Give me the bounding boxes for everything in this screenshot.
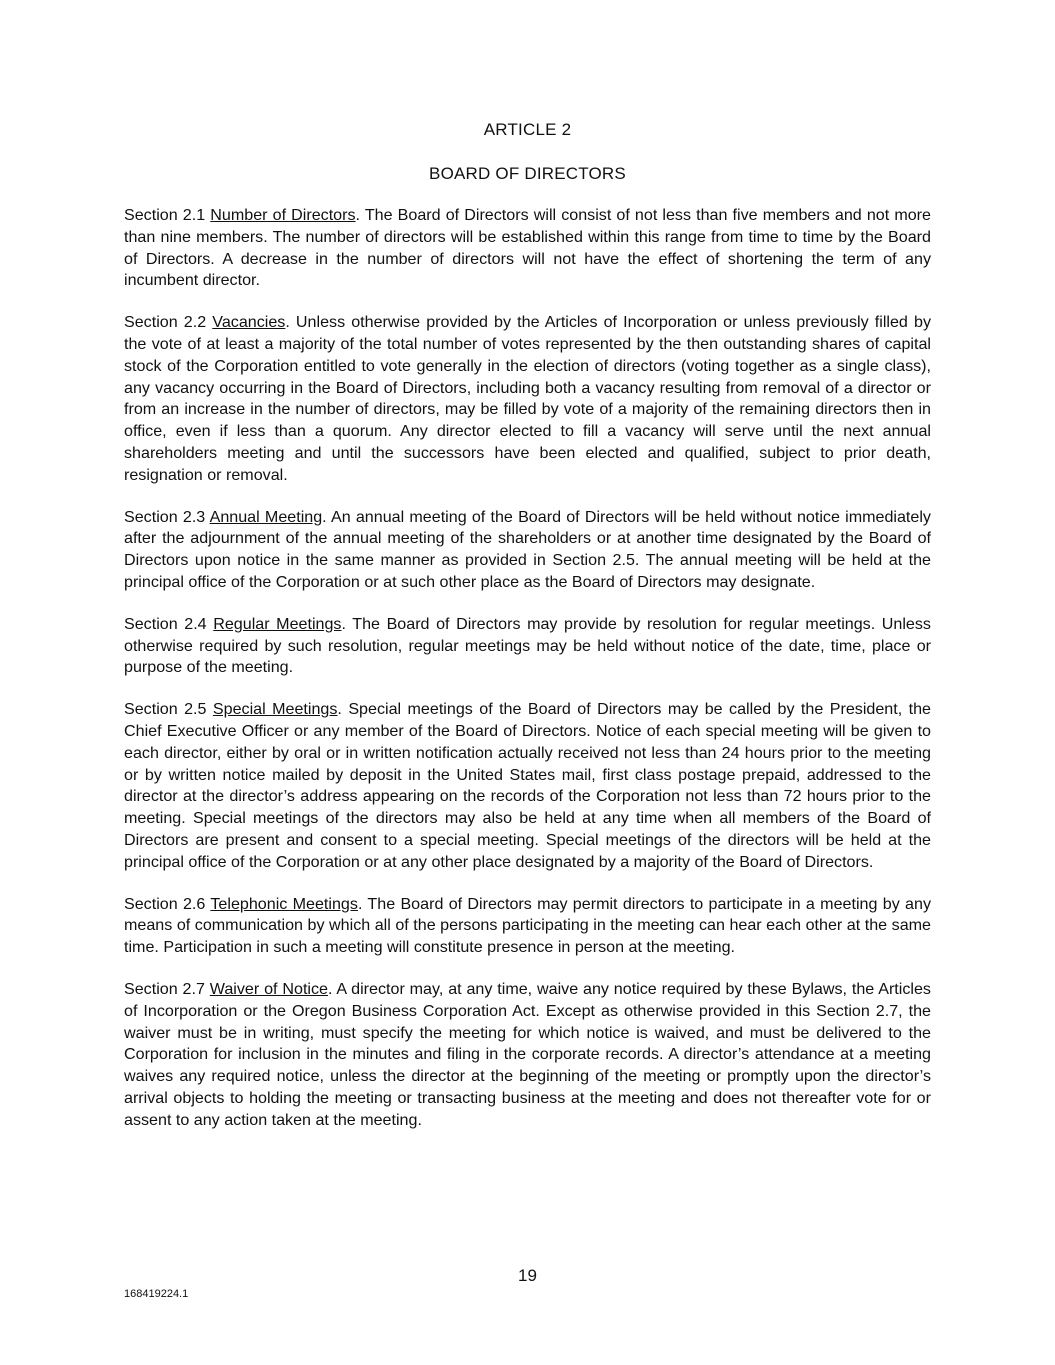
section-body: . The Board of Directors may permit directors to participate in a meeting by any means of communication by which all of the persons participating in the meeting can hear each other at the same time. Participation in such a meeting will constitute presence in person at the meeting. [124,894,931,957]
section-title: Annual Meeting [209,507,323,526]
section-title: Waiver of Notice [209,979,328,998]
section-title: Telephonic Meetings [210,894,358,913]
section-number: Section 2.6 [124,894,206,913]
section-number: Section 2.5 [124,700,207,719]
section-number: Section 2.4 [124,614,207,633]
section-title: Special Meetings [212,700,338,719]
section-2-1 [124,205,931,292]
section-number: Section 2.1 [124,206,206,224]
section-title: Vacancies [212,313,286,332]
section-body: . Unless otherwise provided by the Articles of Incorporation or unless previously filled by the vote of at least a majority of the total number of votes represented by the then outstanding shares of capital stock of the Corporation entitled to vote generally in the election of directors (voting together as a single class), any vacancy occurring in the Board of Directors, including both a vacancy resulting from removal of a director or from an increase in the number of directors, may be filled by vote of a majority of the remaining directors then in office, even if less than a quorum. Any director elected to fill a vacancy will serve until the next annual shareholders meeting and until the successors have been elected and qualified, subject to prior death, resignation or removal. [124,313,931,484]
section-body: . Special meetings of the Board of Directors may be called by the President, the Chief Executive Officer or any member of the Board of Directors. Notice of each special meeting will be given to each director, either by oral or in written notification actually received not less than 24 hours prior to the meeting or by written notice mailed by deposit in the United States mail, first class postage prepaid, addressed to the director at the director’s address appearing on the records of the Corporation not less than 72 hours prior to the meeting. Special meetings of the directors may also be held at any time when all members of the Board of Directors are present and consent to a special meeting. Special meetings of the directors will be held at the principal office of the Corporation or at any other place designated by a majority of the Board of Directors. [124,700,931,871]
section-title: Regular Meetings [213,614,342,633]
section-2-4 [124,614,931,679]
document-page [124,118,931,1151]
section-body: . The Board of Directors may provide by resolution for regular meetings. Unless otherwise required by such resolution, regular meetings may be held without notice of the date, time, place or purpose of the meeting. [124,614,931,677]
section-title: Number of Directors [210,206,356,224]
section-number: Section 2.2 [124,313,207,332]
document-id: 168419224.1 [124,1288,189,1300]
board-heading: BOARD OF DIRECTORS [429,164,626,183]
section-2-6 [124,894,931,959]
section-2-3 [124,507,931,594]
section-number: Section 2.3 [124,507,206,526]
section-body: . A director may, at any time, waive any notice required by these Bylaws, the Articles of Incorporation or the Oregon Business Corporation Act. Except as otherwise provided in this Section 2.7, the waiver must be in writing, must specify the meeting for which notice is waived, and must be delivered to the Corporation for inclusion in the minutes and filing in the corporate records. A director’s attendance at a meeting waives any required notice, unless the director at the beginning of the meeting or promptly upon the director’s arrival objects to holding the meeting or transacting business at the meeting and does not thereafter vote for or assent to any action taken at the meeting. [124,979,931,1129]
article-heading: ARTICLE 2 [483,120,572,139]
section-body: . The Board of Directors will consist of not less than five members and not more than nine members. The number of directors will be established within this range from time to time by the Board of Directors. A decrease in the number of directors will not have the effect of shortening the term of any incumbent director. [124,206,931,290]
section-body: . An annual meeting of the Board of Directors will be held without notice immediately after the adjournment of the annual meeting of the shareholders or at another time designated by the Board of Directors upon notice in the same manner as provided in Section 2.5. The annual meeting will be held at the principal office of the Corporation or at such other place as the Board of Directors may designate. [124,507,931,591]
section-2-7 [124,979,931,1132]
section-2-5 [124,699,931,873]
page-number: 19 [518,1266,537,1285]
section-2-2 [124,312,931,486]
section-number: Section 2.7 [124,979,205,998]
